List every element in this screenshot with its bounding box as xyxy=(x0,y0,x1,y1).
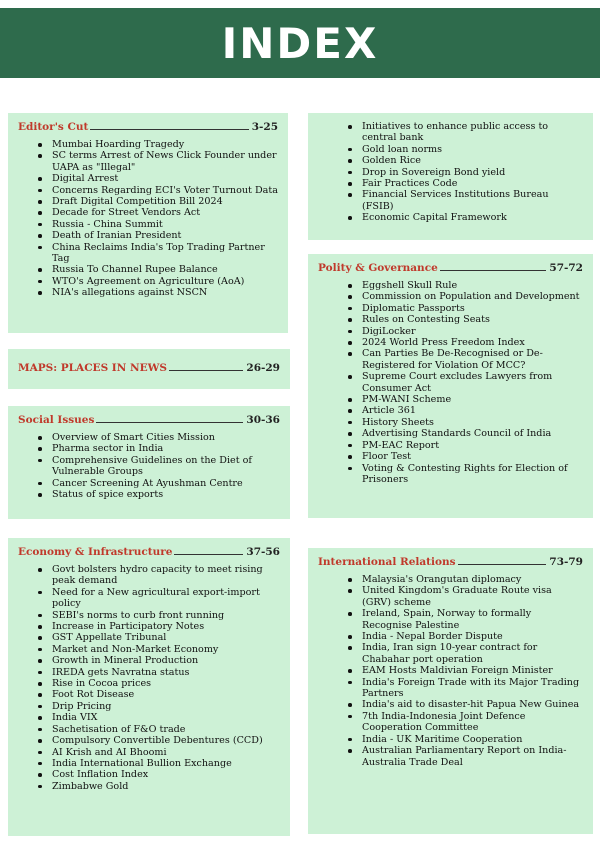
list-item: Drop in Sovereign Bond yield xyxy=(362,167,583,178)
list-item: Overview of Smart Cities Mission xyxy=(52,432,280,443)
list-item: Ireland, Spain, Norway to formally Recognise Palestine xyxy=(362,608,583,631)
section-title-row xyxy=(318,556,583,568)
leader-line xyxy=(458,564,547,565)
list-item: Need for a New agricultural export-import policy xyxy=(52,587,280,610)
list-item: Growth in Mineral Production xyxy=(52,655,280,666)
section-title-row xyxy=(18,362,280,374)
list-item: Eggshell Skull Rule xyxy=(362,280,583,291)
section-social-issues xyxy=(8,406,290,519)
section-title: Polity & Governance xyxy=(318,262,438,274)
section-title: Editor's Cut xyxy=(18,121,89,133)
page-range: 73-79 xyxy=(549,556,583,568)
list-item: Initiatives to enhance public access to central bank xyxy=(362,121,583,144)
list-item: Diplomatic Passports xyxy=(362,303,583,314)
list-item: Digital Arrest xyxy=(52,173,278,184)
list-item: Market and Non-Market Economy xyxy=(52,644,280,655)
page-title: INDEX xyxy=(221,18,379,68)
list-item: NIA's allegations against NSCN xyxy=(52,287,278,298)
list-item: India, Iran sign 10-year contract for Chabahar port operation xyxy=(362,642,583,665)
section-economy xyxy=(8,538,290,836)
list-item: Cancer Screening At Ayushman Centre xyxy=(52,478,280,489)
topic-list xyxy=(18,432,280,500)
leader-line xyxy=(169,370,243,371)
index-header xyxy=(0,8,600,78)
list-item: Rules on Contesting Seats xyxy=(362,314,583,325)
leader-line xyxy=(90,129,248,130)
list-item: History Sheets xyxy=(362,417,583,428)
list-item: Rise in Cocoa prices xyxy=(52,678,280,689)
section-title: MAPS: PLACES IN NEWS xyxy=(18,362,167,374)
list-item: Foot Rot Disease xyxy=(52,689,280,700)
section-international-relations xyxy=(308,548,593,834)
section-title-row xyxy=(18,546,280,558)
topic-list xyxy=(18,564,280,792)
list-item: PM-WANI Scheme xyxy=(362,394,583,405)
section-editors-cut xyxy=(8,113,288,333)
topic-list xyxy=(18,139,278,299)
section-title-row xyxy=(18,121,278,133)
list-item: Fair Practices Code xyxy=(362,178,583,189)
list-item: India's Foreign Trade with its Major Trading Partners xyxy=(362,677,583,700)
list-item: WTO's Agreement on Agriculture (AoA) xyxy=(52,276,278,287)
section-title-row xyxy=(18,414,280,426)
list-item: Article 361 xyxy=(362,405,583,416)
list-item: Cost Inflation Index xyxy=(52,769,280,780)
list-item: Voting & Contesting Rights for Election of Prisoners xyxy=(362,463,583,486)
list-item: Advertising Standards Council of India xyxy=(362,428,583,439)
list-item: Economic Capital Framework xyxy=(362,212,583,223)
list-item: Death of Iranian President xyxy=(52,230,278,241)
leader-line xyxy=(174,554,243,555)
list-item: Draft Digital Competition Bill 2024 xyxy=(52,196,278,207)
list-item: Russia - China Summit xyxy=(52,219,278,230)
page-range: 57-72 xyxy=(549,262,583,274)
list-item: Compulsory Convertible Debentures (CCD) xyxy=(52,735,280,746)
list-item: Floor Test xyxy=(362,451,583,462)
list-item: Govt bolsters hydro capacity to meet rising peak demand xyxy=(52,564,280,587)
list-item: Concerns Regarding ECI's Voter Turnout Data xyxy=(52,184,278,196)
list-item: 7th India-Indonesia Joint Defence Cooperation Committee xyxy=(362,711,583,734)
list-item: Pharma sector in India xyxy=(52,443,280,454)
list-item: India - Nepal Border Dispute xyxy=(362,631,583,642)
list-item: GST Appellate Tribunal xyxy=(52,632,280,643)
list-item: India - UK Maritime Cooperation xyxy=(362,734,583,745)
list-item: AI Krish and AI Bhoomi xyxy=(52,747,280,758)
section-title: Social Issues xyxy=(18,414,95,426)
section-polity xyxy=(308,254,593,518)
list-item: Sachetisation of F&O trade xyxy=(52,724,280,735)
page-range: 30-36 xyxy=(246,414,280,426)
page-range: 37-56 xyxy=(246,546,280,558)
list-item: Financial Services Institutions Bureau (FSIB) xyxy=(362,189,583,212)
list-item: Australian Parliamentary Report on India-Australia Trade Deal xyxy=(362,745,583,768)
topic-list xyxy=(318,121,583,224)
list-item: Russia To Channel Rupee Balance xyxy=(52,264,278,275)
list-item: Commission on Population and Development xyxy=(362,291,583,302)
list-item: Increase in Participatory Notes xyxy=(52,621,280,632)
section-title: Economy & Infrastructure xyxy=(18,546,173,558)
topic-list xyxy=(318,280,583,485)
list-item: United Kingdom's Graduate Route visa (GRV) scheme xyxy=(362,585,583,608)
list-item: Decade for Street Vendors Act xyxy=(52,207,278,218)
topic-list xyxy=(318,574,583,768)
list-item: Gold loan norms xyxy=(362,144,583,155)
leader-line xyxy=(96,422,243,423)
list-item: DigiLocker xyxy=(362,326,583,337)
page-range: 26-29 xyxy=(246,362,280,374)
list-item: IREDA gets Navratna status xyxy=(52,667,280,678)
list-item: China Reclaims India's Top Trading Partner Tag xyxy=(52,242,278,265)
list-item: Malaysia's Orangutan diplomacy xyxy=(362,574,583,585)
section-economy-continued xyxy=(308,113,593,240)
list-item: India International Bullion Exchange xyxy=(52,758,280,769)
list-item: Comprehensive Guidelines on the Diet of Vulnerable Groups xyxy=(52,455,280,478)
list-item: Golden Rice xyxy=(362,155,583,166)
list-item: Mumbai Hoarding Tragedy xyxy=(52,139,278,150)
list-item: SC terms Arrest of News Click Founder under UAPA as "Illegal" xyxy=(52,150,277,173)
list-item: India's aid to disaster-hit Papua New Guinea xyxy=(362,699,583,710)
list-item: EAM Hosts Maldivian Foreign Minister xyxy=(362,665,583,676)
page-range: 3-25 xyxy=(251,121,278,133)
section-title-row xyxy=(318,262,583,274)
list-item: SEBI's norms to curb front running xyxy=(52,610,280,621)
list-item: PM-EAC Report xyxy=(362,440,583,451)
section-maps xyxy=(8,349,290,389)
list-item: Zimbabwe Gold xyxy=(52,781,280,792)
list-item: Drip Pricing xyxy=(52,701,280,712)
list-item: 2024 World Press Freedom Index xyxy=(362,337,583,348)
list-item: India VIX xyxy=(52,712,280,723)
list-item: Supreme Court excludes Lawyers from Consumer Act xyxy=(362,371,583,394)
list-item: Can Parties Be De-Recognised or De-Registered for Violation Of MCC? xyxy=(362,348,583,371)
leader-line xyxy=(440,270,547,271)
section-title: International Relations xyxy=(318,556,456,568)
list-item: Status of spice exports xyxy=(52,489,280,500)
